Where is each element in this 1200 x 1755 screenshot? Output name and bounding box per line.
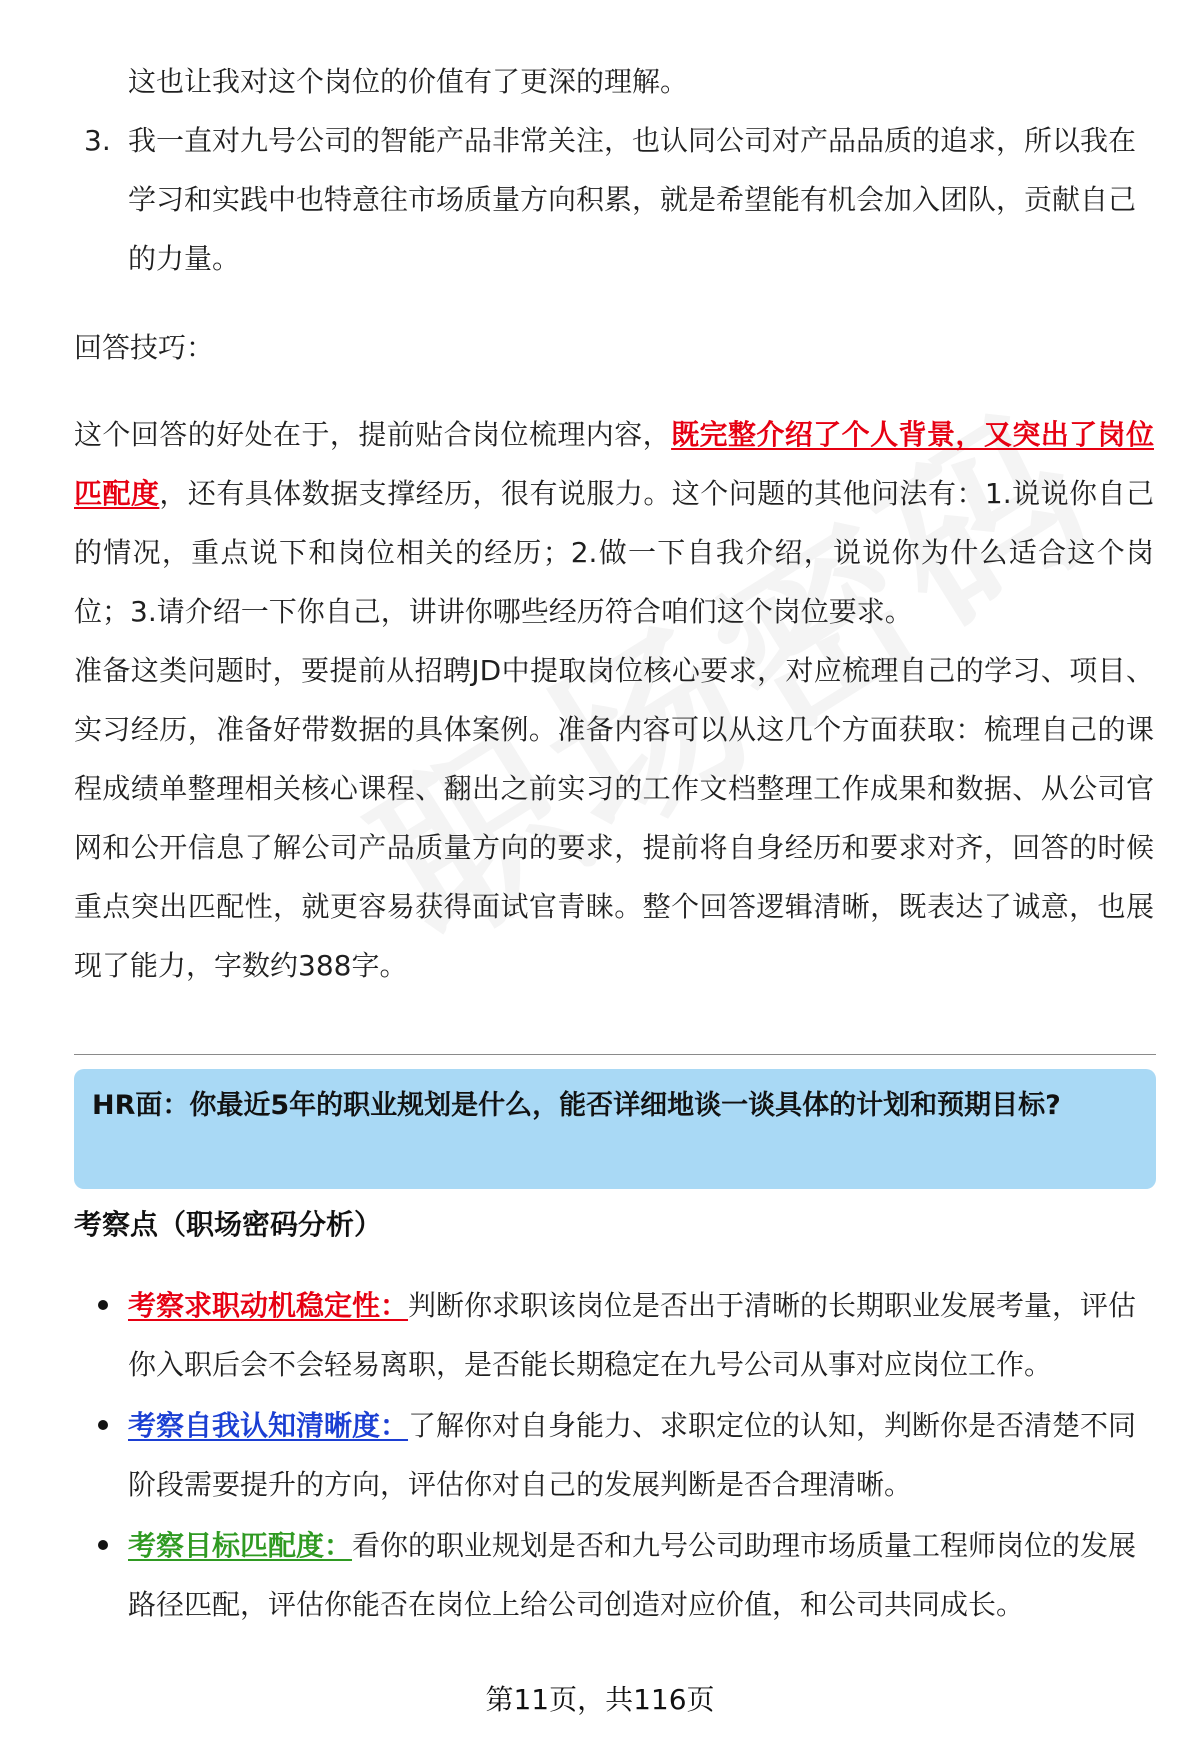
list-item-text: 我一直对九号公司的智能产品非常关注，也认同公司对产品品质的追求，所以我在学习和实践中也特意往市场质量方向积累，就是希望能有机会加入团队，贡献自己的力量。: [128, 124, 1137, 275]
bullet-dot-icon: [94, 1516, 128, 1634]
tips-paragraph-2: 准备这类问题时，要提前从招聘JD中提取岗位核心要求，对应梳理自己的学习、项目、实习经历，准备好带数据的具体案例。准备内容可以从这几个方面获取：梳理自己的课程成绩单整理相关核心课程、翻出之前实习的工作文档整理工作成果和数据、从公司官网和公开信息了解公司产品质量方向的要求，提前将自身经历和要求对齐，回答的时候重点突出匹配性，就更容易获得面试官青睐。整个回答逻辑清晰，既表达了诚意，也展现了能力，字数约388字。: [74, 654, 1154, 982]
analysis-bullet-list: [94, 1276, 1154, 1636]
bullet-item: [94, 1516, 1154, 1634]
bullet-key-self-awareness: 考察自我认知清晰度：: [128, 1409, 409, 1442]
page-footer: 第11页，共116页: [485, 1683, 715, 1716]
bullet-key-stability: 考察求职动机稳定性：: [128, 1289, 409, 1322]
bullet-text: [128, 1516, 1154, 1634]
bullet-key-goal-match: 考察目标匹配度：: [128, 1529, 353, 1562]
list-item-number: 3.: [84, 124, 111, 157]
hr-question-text: HR面：你最近5年的职业规划是什么，能否详细地谈一谈具体的计划和预期目标?: [92, 1090, 1061, 1121]
bullet-item: [94, 1276, 1154, 1394]
bullet-dot-icon: [94, 1276, 128, 1394]
tips-heading: 回答技巧：: [74, 331, 215, 364]
tips-paragraph-1: [74, 405, 1154, 641]
bullet-body-self-awareness: 了解你对自身能力、求职定位的认知，判断你是否清楚不同阶段需要提升的方向，评估你对自己的发展判断是否合理清晰。: [128, 1409, 1137, 1501]
tips-highlight: 既完整介绍了个人背景，又突出了岗位匹配度: [74, 418, 1154, 510]
bullet-text: [128, 1396, 1154, 1514]
bullet-body-stability: 判断你求职该岗位是否出于清晰的长期职业发展考量，评估你入职后会不会轻易离职，是否能长期稳定在九号公司从事对应岗位工作。: [128, 1289, 1137, 1381]
continued-line-text: 这也让我对这个岗位的价值有了更深的理解。: [128, 65, 689, 98]
main-content: [74, 52, 1154, 995]
bullet-item: [94, 1396, 1154, 1514]
continued-list-line: [74, 52, 1154, 111]
tips-intro-before: 这个回答的好处在于，提前贴合岗位梳理内容，: [74, 418, 672, 451]
bullet-dot-icon: [94, 1396, 128, 1514]
bullet-body-goal-match: 看你的职业规划是否和九号公司助理市场质量工程师岗位的发展路径匹配，评估你能否在岗位上给公司创造对应价值，和公司共同成长。: [128, 1529, 1137, 1621]
section-divider: [74, 1054, 1156, 1055]
bullet-text: [128, 1276, 1154, 1394]
numbered-list-item: [74, 111, 1154, 288]
hr-question-box: [74, 1069, 1156, 1189]
tips-intro-after: ，还有具体数据支撑经历，很有说服力。这个问题的其他问法有：1.说说你自己的情况，重点说下和岗位相关的经历；2.做一下自我介绍，说说你为什么适合这个岗位；3.请介绍一下你自己，讲讲你哪些经历符合咱们这个岗位要求。: [74, 477, 1154, 628]
analysis-section-title: 考察点（职场密码分析）: [74, 1208, 383, 1241]
